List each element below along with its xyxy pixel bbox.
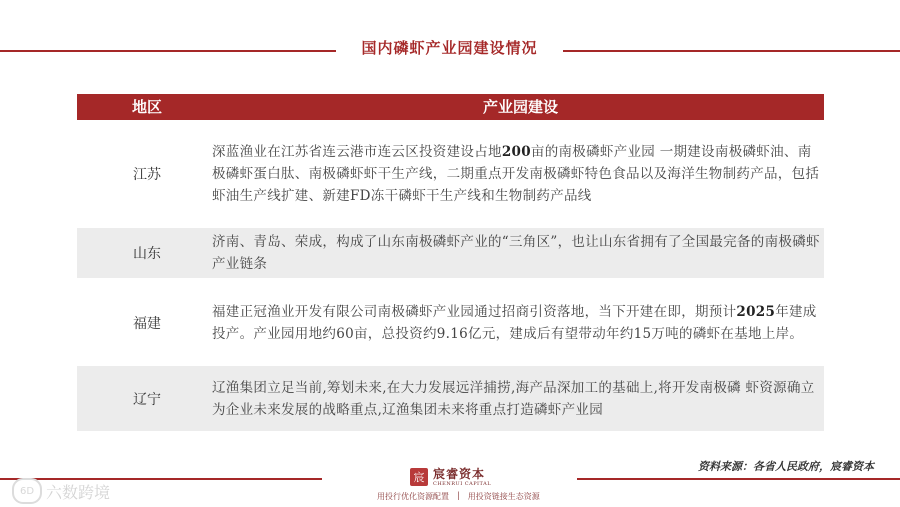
construction-cell xyxy=(212,287,822,359)
logo-icon: 宸 xyxy=(410,468,428,486)
watermark xyxy=(12,478,110,504)
footer-rule-right xyxy=(577,478,900,480)
title-rule-right xyxy=(563,50,900,52)
construction-cell xyxy=(212,366,822,431)
body-text: 深蓝渔业在江苏省连云港市连云区投资建设占地 xyxy=(212,144,502,160)
column-header-construction: 产业园建设 xyxy=(482,98,558,116)
body-text: 亩的南极磷虾产业园 一期建设南极磷虾油、南极磷虾蛋白肽、南极磷虾虾干生产线，二期重点开发南极磷虾特色食品以及海洋生物制药产品，包括虾油生产线扩建、新建FD冻干磷虾干生产线和生物制药产品线 xyxy=(212,144,820,204)
emphasis-text: 200 xyxy=(501,144,531,160)
region-cell: 山东 xyxy=(133,246,161,262)
logo-english: CHENRUI CAPITAL xyxy=(433,480,492,487)
table-row xyxy=(77,287,824,359)
emphasis-text: 2025 xyxy=(736,304,776,320)
body-text: 福建正冠渔业开发有限公司南极磷虾产业园通过招商引资落地，当下开建在即，期预计 xyxy=(212,304,737,320)
table-row xyxy=(77,228,824,278)
construction-text xyxy=(212,377,822,421)
table-row xyxy=(77,126,824,222)
watermark-text: 六数跨境 xyxy=(46,482,111,502)
body-text: 辽渔集团立足当前,筹划未来,在大力发展远洋捕捞,海产品深加工的基础上,将开发南极磷 虾资源确立为企业未来发展的战略重点,辽渔集团未来将重点打造磷虾产业园 xyxy=(212,379,815,418)
company-logo xyxy=(410,465,491,489)
construction-cell xyxy=(212,126,822,222)
logo-name: 宸睿资本 xyxy=(433,466,486,481)
construction-text xyxy=(212,231,822,275)
table-row xyxy=(77,366,824,431)
construction-text xyxy=(212,301,822,345)
page-title: 国内磷虾产业园建设情况 xyxy=(361,39,538,57)
body-text: 年建成投产。产业园用地约60亩，总投资约9.16亿元，建成后有望带动年约15万吨的磷虾在基地上岸。 xyxy=(212,304,817,342)
construction-text xyxy=(212,141,822,207)
region-cell: 福建 xyxy=(133,316,161,332)
construction-cell xyxy=(212,228,822,278)
slogan-left: 用投行优化资源配置 xyxy=(377,492,449,501)
source-note: 资料来源：各省人民政府，宸睿资本 xyxy=(698,460,874,473)
region-cell: 辽宁 xyxy=(133,391,161,408)
title-rule-left xyxy=(0,50,336,52)
slogan-divider: | xyxy=(457,491,460,500)
watermark-icon: 6D xyxy=(12,478,42,504)
column-header-region: 地区 xyxy=(131,98,162,116)
region-cell: 江苏 xyxy=(133,167,161,183)
body-text: 济南、青岛、荣成，构成了山东南极磷虾产业的“三角区”，也让山东省拥有了全国最完备的南极磷虾产业链条 xyxy=(212,234,820,272)
footer-slogans xyxy=(377,491,540,502)
slogan-right: 用投资链接生态资源 xyxy=(467,492,540,501)
table-header xyxy=(77,94,824,120)
